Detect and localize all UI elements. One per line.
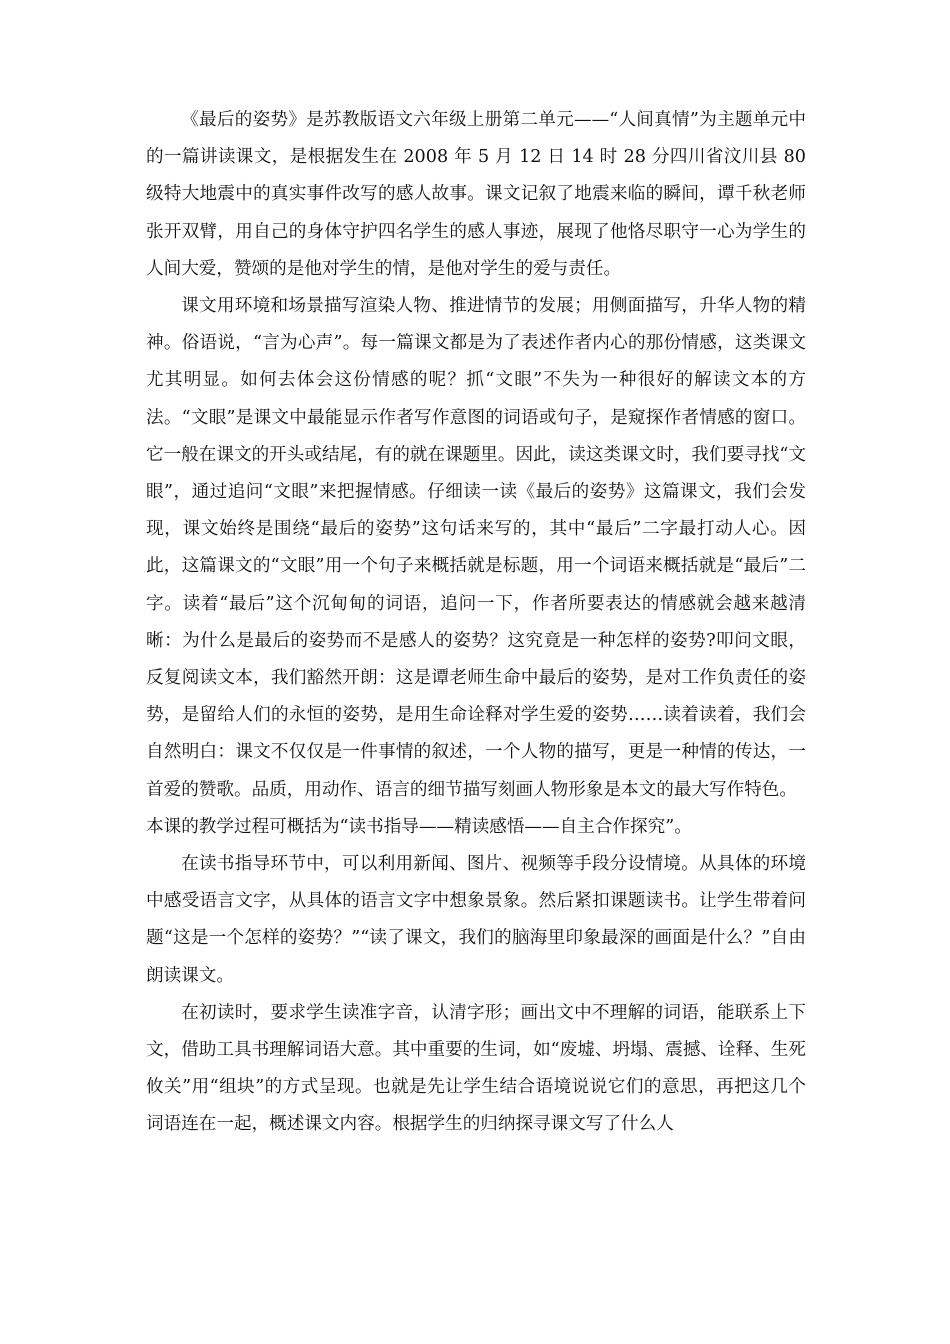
paragraph-reading-guidance: 在读书指导环节中，可以利用新闻、图片、视频等手段分设情境。从具体的环境中感受语言文字，从具体的语言文字中想象景象。然后紧扣课题读书。让学生带着问题“这是一个怎样的姿势？”“读了课文，我们的脑海里印象最深的画面是什么？”自由朗读课文。 bbox=[146, 854, 806, 986]
document-body bbox=[146, 102, 806, 1144]
paragraph-analysis: 课文用环境和场景描写渲染人物、推进情节的发展；用侧面描写，升华人物的精神。俗语说，“言为心声”。每一篇课文都是为了表述作者内心的那份情感，这类课文尤其明显。如何去体会这份情感的呢？抓“文眼”不失为一种很好的解读文本的方法。“文眼”是课文中最能显示作者写作意图的词语或句子，是窥探作者情感的窗口。它一般在课文的开头或结尾，有的就在课题里。因此，读这类课文时，我们要寻找“文眼”，通过追问“文眼”来把握情感。仔细读一读《最后的姿势》这篇课文，我们会发现，课文始终是围绕“最后的姿势”这句话来写的，其中“最后”二字最打动人心。因此，这篇课文的“文眼”用一个句子来概括就是标题，用一个词语来概括就是“最后”二字。读着“最后”这个沉甸甸的词语，追问一下，作者所要表达的情感就会越来越清晰：为什么是最后的姿势而不是感人的姿势？这究竟是一种怎样的姿势?叩问文眼，反复阅读文本，我们豁然开朗：这是谭老师生命中最后的姿势，是对工作负责任的姿势，是留给人们的永恒的姿势，是用生命诠释对学生爱的姿势……读着读着，我们会自然明白：课文不仅仅是一件事情的叙述，一个人物的描写，更是一种情的传达，一首爱的赞歌。品质，用动作、语言的细节描写刻画人物形象是本文的最大写作特色。 bbox=[146, 296, 806, 800]
paragraph-teaching-process: 本课的教学过程可概括为“读书指导——精读感悟——自主合作探究”。 bbox=[146, 816, 692, 837]
paragraph-intro: 《最后的姿势》是苏教版语文六年级上册第二单元——“人间真情”为主题单元中的一篇讲读课文，是根据发生在 2008 年 5 月 12 日 14 时 28 分四川省汶川县 80 级特大地震中的真实事件改写的感人故事。课文记叙了地震来临的瞬间，谭千秋老师张开双臂，用自己的身体守护四名学生的感人事迹，展现了他恪尽职守一心为学生的人间大爱，赞颂的是他对学生的情，是他对学生的爱与责任。 bbox=[146, 110, 806, 279]
paragraph-first-reading: 在初读时，要求学生读准字音，认清字形；画出文中不理解的词语，能联系上下文，借助工具书理解词语大意。其中重要的生词，如“废墟、坍塌、震撼、诠释、生死攸关”用“组块”的方式呈现。也就是先让学生结合语境说说它们的意思，再把这几个词语连在一起，概述课文内容。根据学生的归纳探寻课文写了什么人 bbox=[146, 1002, 806, 1135]
